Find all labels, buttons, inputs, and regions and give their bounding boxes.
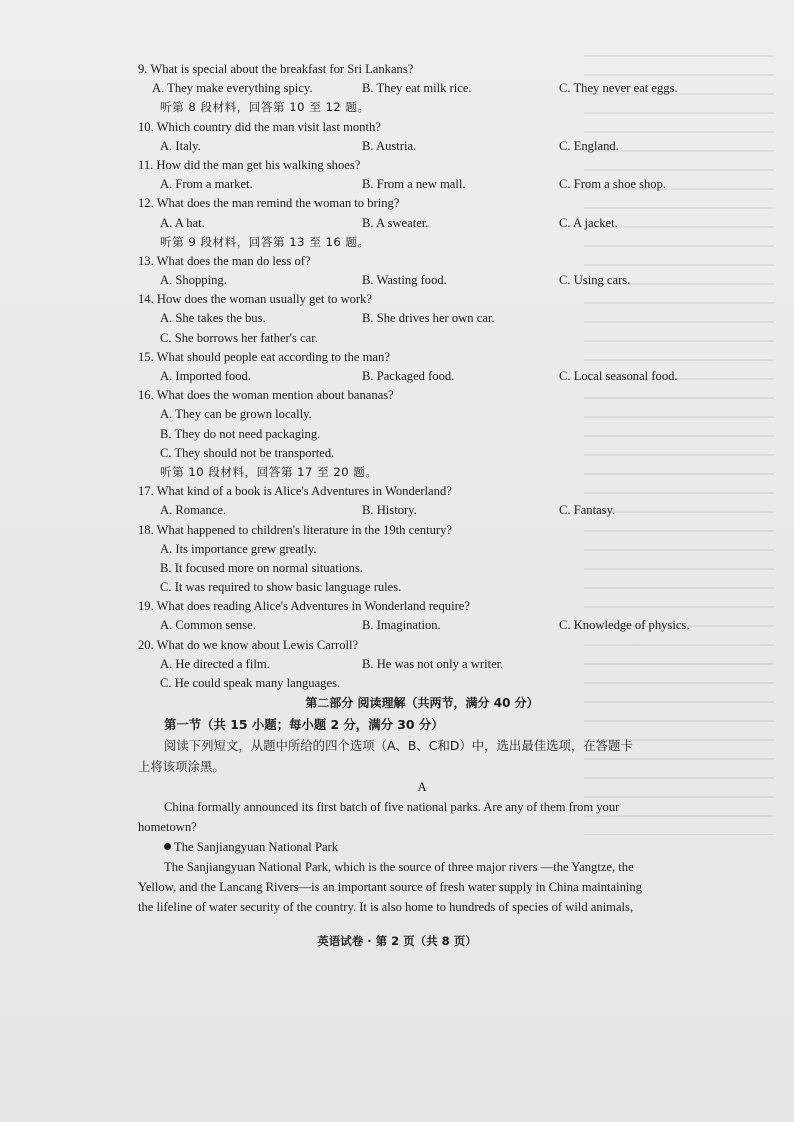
passage-p1-line-1: The Sanjiangyuan National Park, which is the source of three major rivers —the Yangtze, the [164, 860, 634, 875]
question-20: 20. What do we know about Lewis Carroll? [138, 637, 359, 652]
section-1-title: 第一节（共 15 小题；每小题 2 分，满分 30 分） [164, 717, 444, 733]
question-15: 15. What should people eat according to the man? [138, 349, 390, 364]
question-19: 19. What does reading Alice's Adventures in Wonderland require? [138, 599, 470, 614]
option-a[interactable]: A. Imported food. [160, 369, 251, 383]
section-1-instruction-line-2: 上将该项涂黑。 [138, 759, 225, 775]
question-13-options [138, 271, 706, 290]
question-19-options [138, 616, 706, 635]
passage-intro-line-2: hometown? [138, 820, 197, 835]
passage-label: A [417, 780, 427, 795]
option-a[interactable]: A. She takes the bus. [160, 311, 266, 326]
option-c[interactable]: C. Using cars. [559, 273, 631, 288]
question-12: 12. What does the man remind the woman to bring? [138, 196, 400, 211]
option-a[interactable]: A. They can be grown locally. [160, 407, 312, 422]
page-footer: 英语试卷 · 第 2 页（共 8 页） [317, 934, 477, 948]
passage-p1-line-2: Yellow, and the Lancang Rivers—is an important source of fresh water supply in China maintaining [138, 880, 642, 895]
part-2-title: 第二部分 阅读理解（共两节，满分 40 分） [305, 696, 539, 711]
question-13: 13. What does the man do less of? [138, 253, 311, 268]
question-14: 14. How does the woman usually get to work? [138, 292, 372, 307]
question-11: 11. How did the man get his walking shoes? [138, 157, 361, 172]
option-a[interactable]: A. Italy. [160, 138, 201, 153]
option-b[interactable]: B. History. [362, 503, 417, 518]
option-c[interactable]: C. A jacket. [559, 215, 618, 230]
option-b[interactable]: B. A sweater. [362, 215, 429, 230]
question-17: 17. What kind of a book is Alice's Adventures in Wonderland? [138, 484, 452, 499]
option-a[interactable]: A. Its importance grew greatly. [160, 541, 317, 556]
bullet-icon [164, 843, 171, 850]
listening-instruction-17-20: 听第 10 段材料，回答第 17 至 20 题。 [160, 464, 378, 479]
option-b[interactable]: B. Packaged food. [362, 369, 455, 383]
question-11-options [138, 175, 706, 194]
option-c[interactable]: C. They never eat eggs. [559, 81, 678, 96]
option-b[interactable]: B. Austria. [362, 138, 417, 153]
option-a[interactable]: A. Shopping. [160, 273, 227, 288]
option-c[interactable]: C. Fantasy. [559, 503, 616, 518]
passage-p1-line-3: the lifeline of water security of the country. It is also home to hundreds of species of wild animals, [138, 900, 634, 915]
option-a[interactable]: A. They make everything spicy. [152, 81, 313, 96]
passage-paragraph-1 [138, 857, 706, 917]
option-b[interactable]: B. It focused more on normal situations. [160, 560, 363, 575]
question-16: 16. What does the woman mention about bananas? [138, 388, 394, 403]
question-9: 9. What is special about the breakfast for Sri Lankans? [138, 62, 414, 76]
option-c[interactable]: C. From a shoe shop. [559, 177, 667, 192]
page-content [138, 60, 706, 917]
option-b[interactable]: B. They do not need packaging. [160, 426, 321, 441]
option-b[interactable]: B. They eat milk rice. [362, 81, 472, 96]
option-a[interactable]: A. Common sense. [160, 618, 256, 633]
question-17-options [138, 501, 706, 520]
park-heading-text: The Sanjiangyuan National Park [174, 840, 339, 855]
option-c[interactable]: C. They should not be transported. [160, 445, 335, 460]
question-12-options [138, 214, 706, 233]
question-10-options [138, 137, 706, 156]
listening-instruction-10-12: 听第 8 段材料，回答第 10 至 12 题。 [160, 100, 370, 115]
park-heading [138, 837, 706, 857]
question-10: 10. Which country did the man visit last month? [138, 119, 381, 134]
passage-intro-line-1: China formally announced its first batch of five national parks. Are any of them from your [164, 800, 620, 815]
option-a[interactable]: A. A hat. [160, 215, 205, 230]
option-c[interactable]: C. She borrows her father's car. [160, 330, 318, 345]
option-c[interactable]: C. England. [559, 138, 619, 153]
section-1-instruction-line-1: 阅读下列短文，从题中所给的四个选项（A、B、C和D）中，选出最佳选项，在答题卡 [164, 738, 633, 754]
option-c[interactable]: C. Knowledge of physics. [559, 618, 690, 633]
option-c[interactable]: C. He could speak many languages. [160, 676, 341, 690]
question-18: 18. What happened to children's literature in the 19th century? [138, 522, 452, 537]
option-b[interactable]: B. She drives her own car. [362, 311, 495, 326]
option-c[interactable]: C. Local seasonal food. [559, 369, 678, 383]
option-b[interactable]: B. Imagination. [362, 618, 441, 633]
option-c[interactable]: C. It was required to show basic language rules. [160, 580, 402, 595]
question-9-options [138, 79, 706, 98]
section-1-block [138, 714, 706, 777]
passage-intro [138, 797, 706, 837]
question-14-options [138, 309, 706, 328]
option-b[interactable]: B. From a new mall. [362, 177, 466, 192]
option-a[interactable]: A. From a market. [160, 177, 253, 192]
option-b[interactable]: B. He was not only a writer. [362, 656, 504, 671]
question-15-options [138, 367, 706, 386]
question-20-options [138, 655, 706, 674]
option-b[interactable]: B. Wasting food. [362, 273, 447, 288]
option-a[interactable]: A. Romance. [160, 503, 227, 518]
listening-instruction-13-16: 听第 9 段材料，回答第 13 至 16 题。 [160, 234, 370, 249]
option-a[interactable]: A. He directed a film. [160, 656, 270, 671]
